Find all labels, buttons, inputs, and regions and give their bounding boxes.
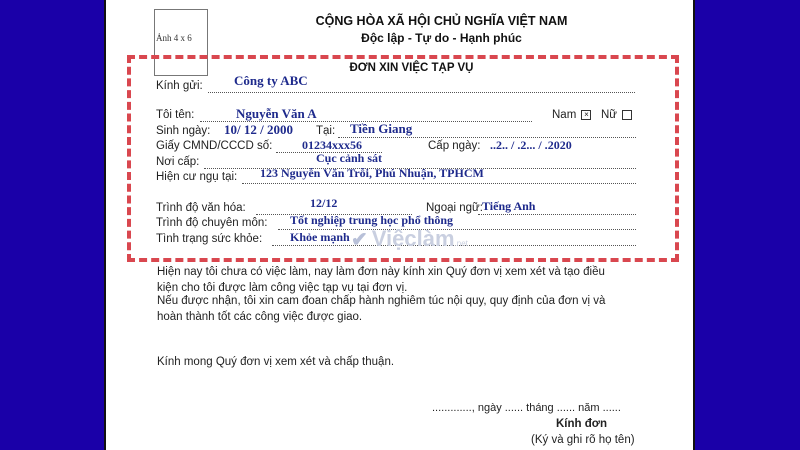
document-page xyxy=(104,0,695,450)
value-hien-cu-ngu[interactable]: 123 Nguyễn Văn Trỗi, Phú Nhuận, TPHCM xyxy=(260,166,484,180)
motto: Độc lập - Tự do - Hạnh phúc xyxy=(361,31,522,45)
label-tai: Tại: xyxy=(316,125,336,137)
national-title: CỘNG HÒA XÃ HỘI CHỦ NGHĨA VIỆT NAM xyxy=(315,14,568,28)
dotted-line xyxy=(208,92,635,93)
label-kinh-gui: Kính gửi: xyxy=(156,80,203,92)
value-trinh-do-van-hoa[interactable]: 12/12 xyxy=(310,196,338,210)
dotted-line xyxy=(338,137,636,138)
form-title: ĐƠN XIN VIỆC TẠP VỤ xyxy=(349,62,474,74)
checkmark-icon: ✔ xyxy=(351,229,368,251)
gender-male[interactable] xyxy=(552,109,591,121)
label-trinh-do-van-hoa: Trình độ văn hóa: xyxy=(156,202,246,214)
paragraph-1-line-1: Hiện nay tôi chưa có việc làm, nay làm đơn này kính xin Quý đơn vị xem xét và tạo điều xyxy=(157,266,605,278)
paragraph-2-line-1: Nếu được nhận, tôi xin cam đoan chấp hành nghiêm túc nội quy, quy định của đơn vị và xyxy=(157,295,606,307)
paragraph-1-line-2: kiện cho tôi được làm công việc tạp vụ tại đơn vị. xyxy=(157,282,408,294)
value-ho-ten[interactable]: Nguyễn Văn A xyxy=(236,106,317,121)
label-nu: Nữ xyxy=(601,109,618,121)
closing-line: Kính mong Quý đơn vị xem xét và chấp thuận. xyxy=(157,356,395,368)
signature-date-line: ............., ngày ...... tháng ...... năm ...... xyxy=(432,402,621,414)
checkbox-nam[interactable]: × xyxy=(581,110,591,120)
value-ngoai-ngu[interactable]: Tiếng Anh xyxy=(482,199,536,213)
watermark-logo: ✔ Việclàm.net xyxy=(351,226,468,251)
dotted-line xyxy=(242,183,636,184)
value-noi-cap[interactable]: Cục cảnh sát xyxy=(316,151,383,165)
label-hien-cu-ngu: Hiện cư ngụ tại: xyxy=(156,171,238,183)
label-nam: Nam xyxy=(552,109,577,121)
signature-note: (Ký và ghi rõ họ tên) xyxy=(531,434,635,446)
photo-label: Ảnh 4 x 6 xyxy=(156,33,192,43)
checkbox-nu[interactable] xyxy=(622,110,632,120)
label-suc-khoe: Tình trạng sức khỏe: xyxy=(156,233,263,245)
paragraph-2-line-2: hoàn thành tốt các công việc được giao. xyxy=(157,311,363,323)
label-noi-cap: Nơi cấp: xyxy=(156,156,200,168)
label-ngoai-ngu: Ngoại ngữ: xyxy=(426,202,483,214)
label-cap-ngay: Cấp ngày: xyxy=(428,140,481,152)
label-sinh-ngay: Sinh ngày: xyxy=(156,125,211,137)
value-kinh-gui[interactable]: Công ty ABC xyxy=(234,73,308,88)
value-sinh-ngay[interactable]: 10/ 12 / 2000 xyxy=(224,122,293,137)
gender-female[interactable] xyxy=(601,109,632,121)
label-ho-ten: Tôi tên: xyxy=(156,109,195,121)
label-chuyen-mon: Trình độ chuyên môn: xyxy=(156,217,268,229)
label-cmnd: Giấy CMND/CCCD số: xyxy=(156,140,273,152)
dotted-line xyxy=(478,214,636,215)
value-chuyen-mon[interactable]: Tốt nghiệp trung học phổ thông xyxy=(290,213,454,227)
value-cap-ngay[interactable]: ..2.. / .2... / .2020 xyxy=(490,138,572,152)
value-tai[interactable]: Tiền Giang xyxy=(350,121,413,136)
value-suc-khoe[interactable]: Khỏe mạnh xyxy=(290,230,350,244)
value-cmnd[interactable]: 01234xxx56 xyxy=(302,138,362,152)
signature-title: Kính đơn xyxy=(556,418,607,430)
